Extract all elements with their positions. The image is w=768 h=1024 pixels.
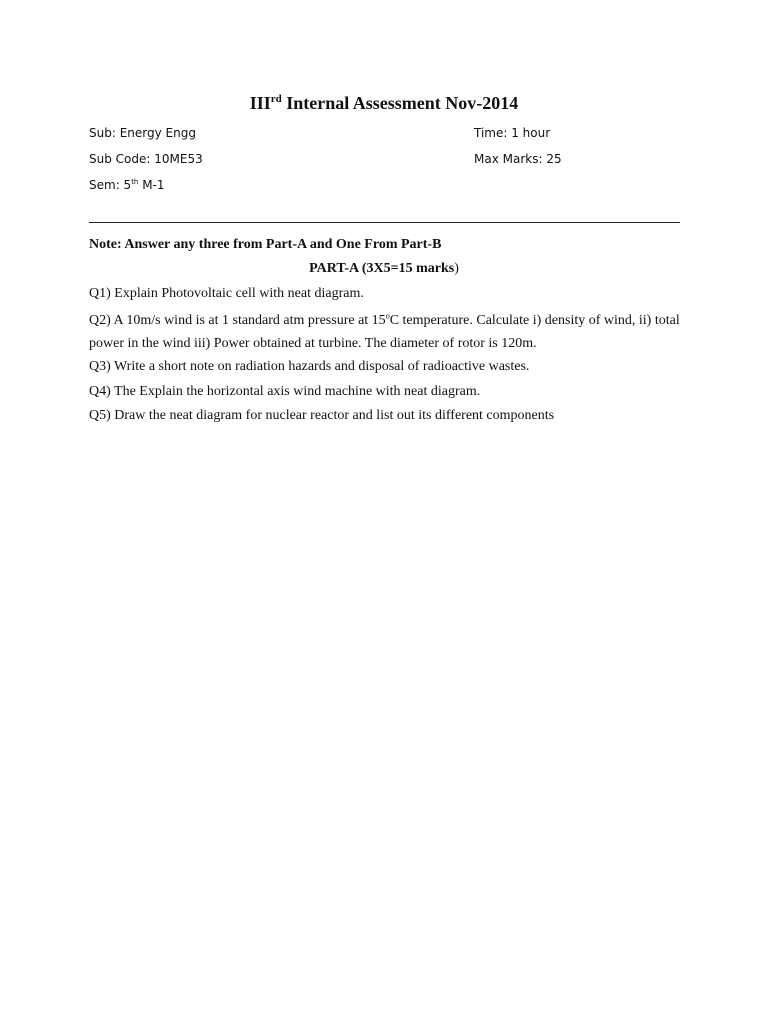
question-3: Q3) Write a short note on radiation hazards and disposal of radioactive wastes. (89, 359, 530, 374)
subject-label: Sub: Energy Engg (89, 126, 196, 140)
question-2-part2: C temperature. Calculate i) density of wind, ii) total power in the wind iii) Power obtained at turbine. The diameter of rotor is 120m. (89, 313, 680, 351)
semester-superscript: th (131, 178, 139, 186)
title-prefix: III (249, 93, 271, 113)
question-1: Q1) Explain Photovoltaic cell with neat diagram. (89, 286, 364, 301)
part-a-heading (0, 259, 768, 279)
title-superscript: rd (270, 93, 282, 105)
part-a-heading-close: ) (454, 261, 459, 276)
title-rest: Internal Assessment Nov-2014 (281, 93, 519, 113)
semester-label (89, 176, 165, 194)
header-divider (89, 222, 680, 223)
instructions-note: Note: Answer any three from Part-A and One From Part-B (89, 237, 442, 252)
question-4: Q4) The Explain the horizontal axis wind machine with neat diagram. (89, 384, 481, 399)
sub-code-label: Sub Code: 10ME53 (89, 152, 203, 166)
question-5: Q5) Draw the neat diagram for nuclear reactor and list out its different components (89, 408, 555, 423)
time-label: Time: 1 hour (474, 126, 551, 140)
max-marks-label: Max Marks: 25 (474, 152, 562, 166)
question-2 (89, 309, 685, 355)
page-title (0, 90, 768, 116)
degree-superscript: o (385, 311, 390, 321)
semester-prefix: Sem: 5 (89, 178, 132, 192)
semester-rest: M-1 (138, 178, 165, 192)
question-2-part1: Q2) A 10m/s wind is at 1 standard atm pressure at 15 (89, 313, 386, 328)
part-a-heading-text: PART-A (3X5=15 marks (309, 261, 455, 276)
